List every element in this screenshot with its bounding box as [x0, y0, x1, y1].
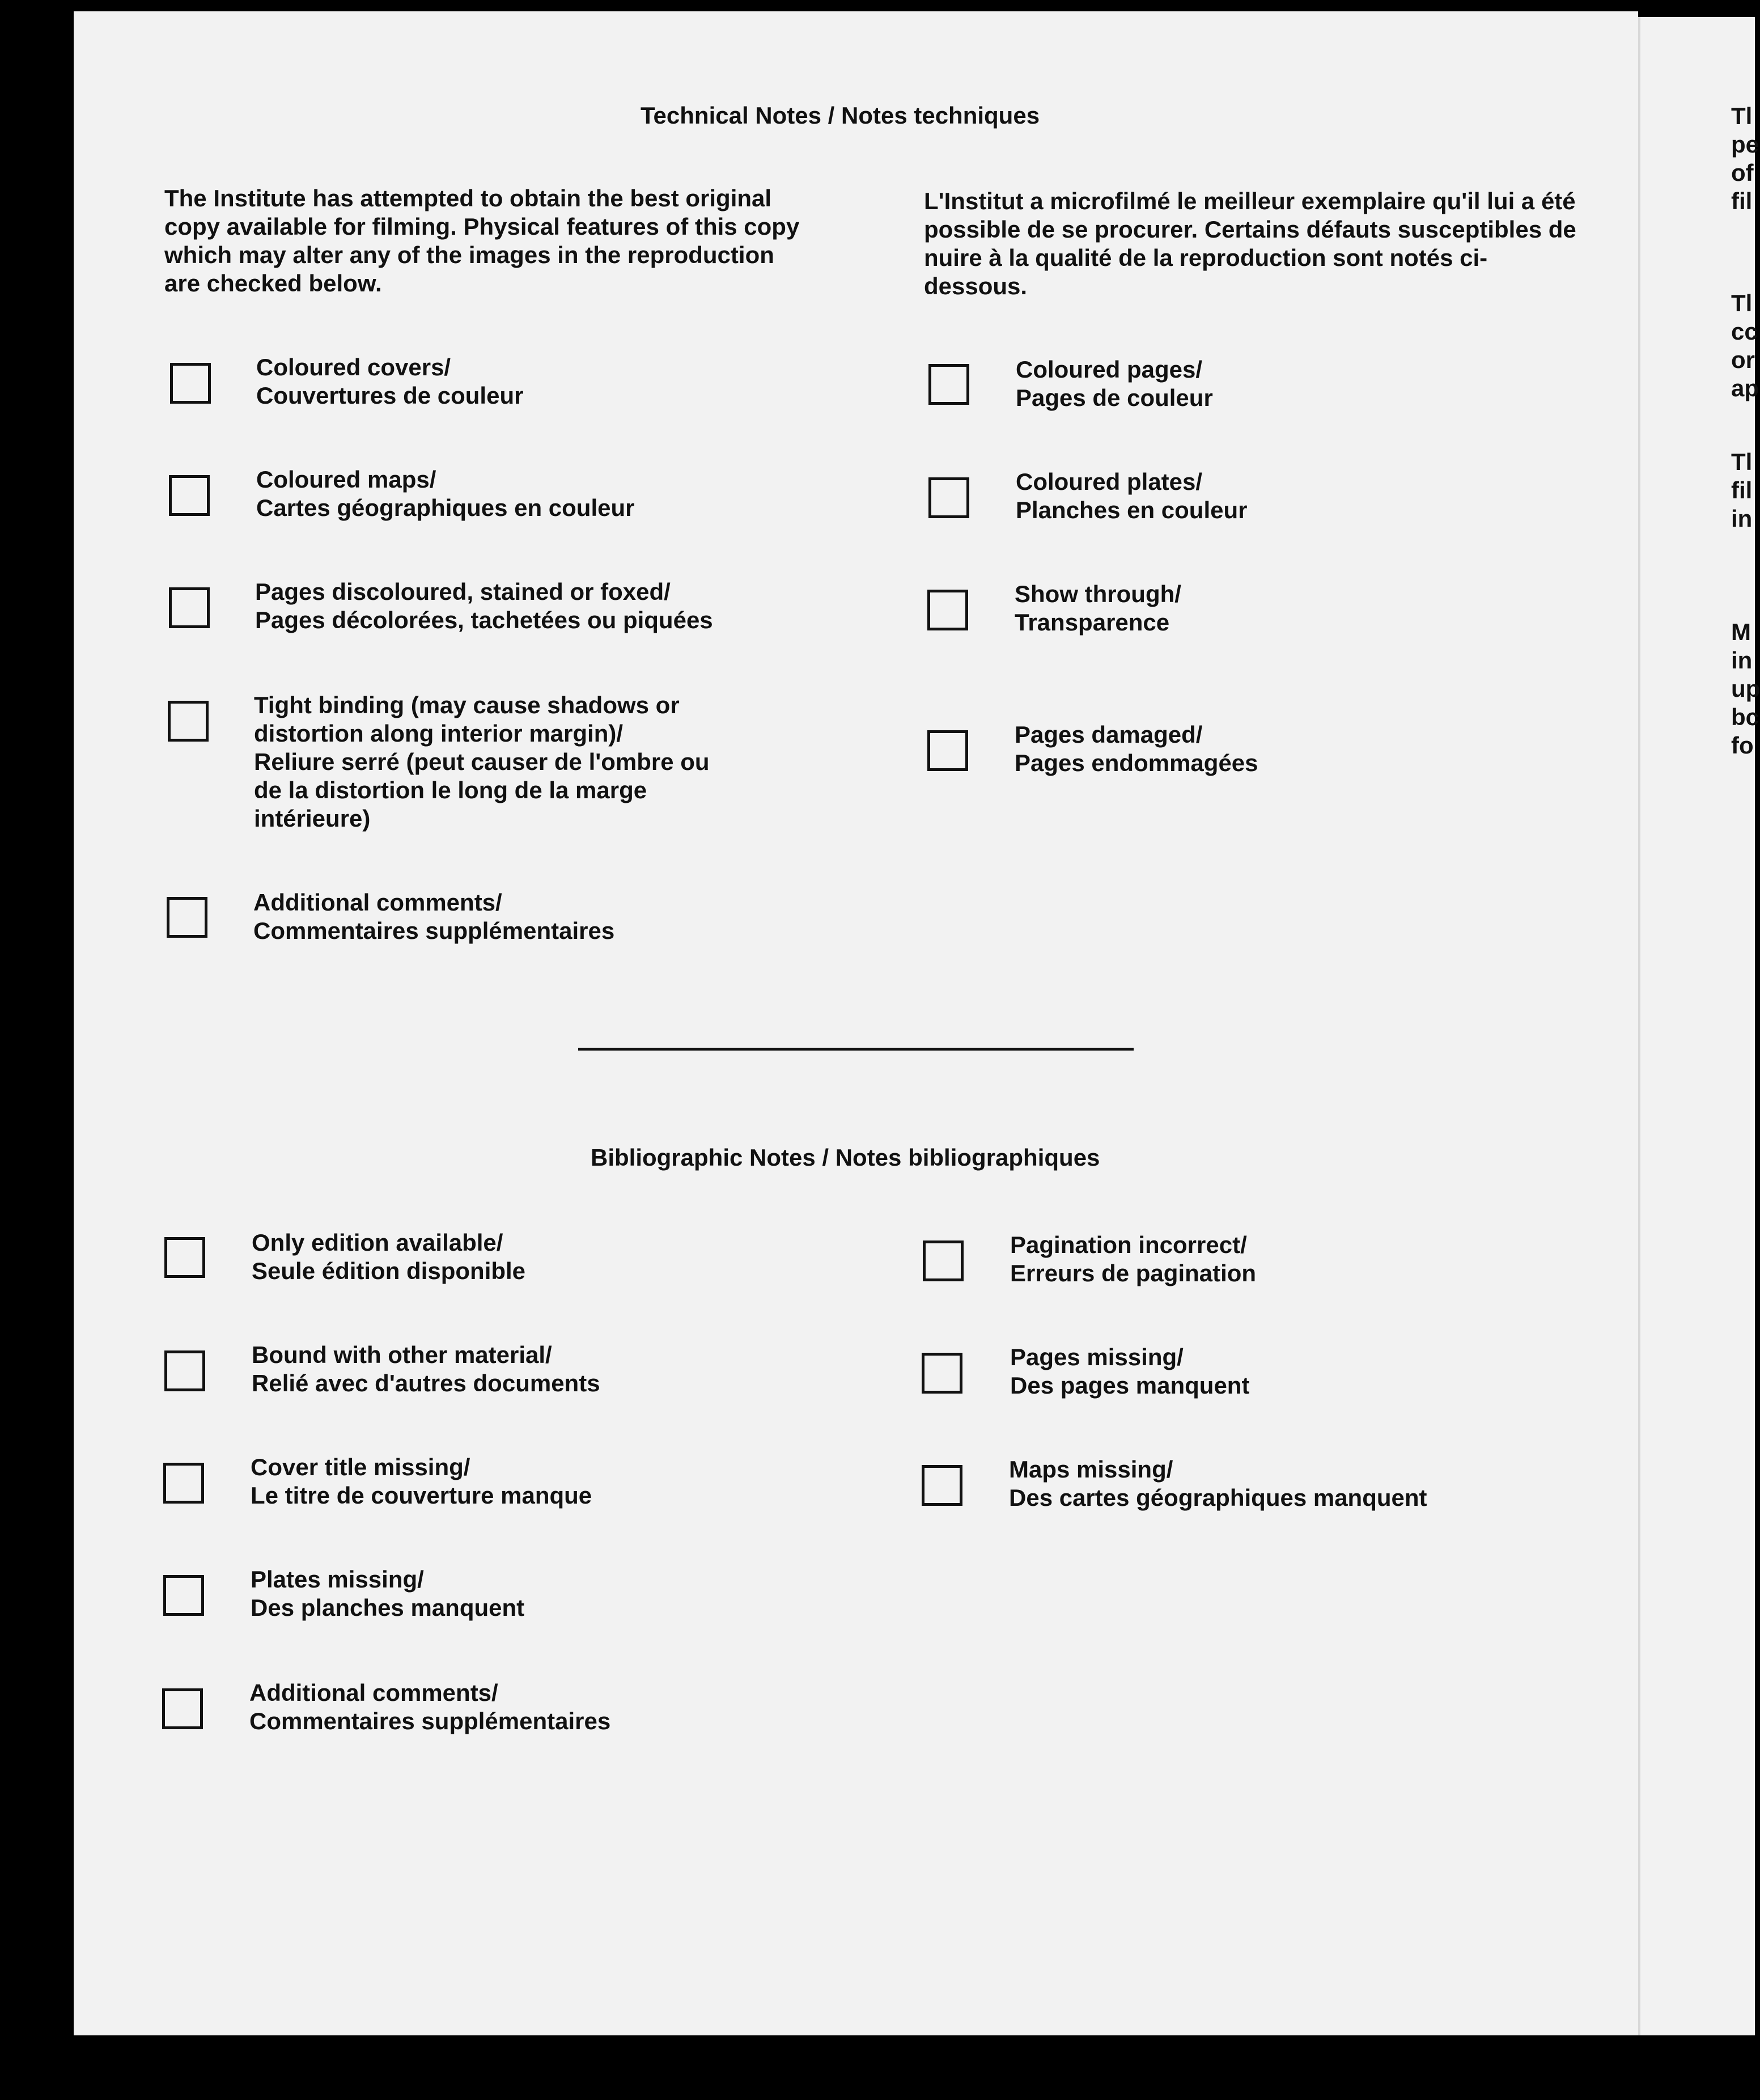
plates-missing-label: Plates missing/ Des planches manquent — [251, 1566, 525, 1621]
tight-binding-checkbox[interactable] — [168, 701, 209, 742]
edge-fragment-1: Tl pe of fil — [1731, 103, 1759, 214]
only-edition-label: Only edition available/ Seule édition disponible — [252, 1229, 526, 1284]
section-divider — [578, 1048, 1134, 1051]
pagination-incorrect-label: Pagination incorrect/ Erreurs de pagination — [1010, 1231, 1257, 1286]
pages-discoloured-checkbox[interactable] — [169, 587, 210, 628]
bibliographic-notes-title: Bibliographic Notes / Notes bibliographiques — [591, 1144, 1100, 1171]
coloured-covers-checkbox[interactable] — [170, 363, 211, 404]
coloured-maps-checkbox[interactable] — [169, 475, 210, 516]
edge-fragment-3: Tl fil in — [1731, 448, 1753, 532]
bound-with-other-checkbox[interactable] — [164, 1350, 205, 1391]
notes-sheet — [74, 11, 1638, 2035]
show-through-label: Show through/ Transparence — [1015, 581, 1181, 636]
cover-title-missing-checkbox[interactable] — [163, 1463, 204, 1504]
technical-additional-comments-checkbox[interactable] — [167, 897, 207, 938]
coloured-pages-label: Coloured pages/ Pages de couleur — [1016, 356, 1213, 411]
only-edition-checkbox[interactable] — [164, 1237, 205, 1278]
coloured-maps-label: Coloured maps/ Cartes géographiques en couleur — [256, 466, 635, 521]
pagination-incorrect-checkbox[interactable] — [923, 1240, 964, 1281]
coloured-plates-checkbox[interactable] — [928, 477, 969, 518]
pages-missing-checkbox[interactable] — [922, 1353, 962, 1394]
pages-damaged-label: Pages damaged/ Pages endommagées — [1015, 721, 1258, 776]
technical-additional-comments-label: Additional comments/ Commentaires supplémentaires — [253, 889, 615, 944]
plates-missing-checkbox[interactable] — [163, 1575, 204, 1616]
technical-notes-title: Technical Notes / Notes techniques — [641, 102, 1040, 129]
pages-damaged-checkbox[interactable] — [927, 730, 968, 771]
intro-french: L'Institut a microfilmé le meilleur exemplaire qu'il lui a été possible de se procurer. Certains défauts susceptibles de nuire à la qualité de la reproduction sont notés ci-dessous. — [924, 188, 1576, 299]
edge-fragment-2: Tl cc or ap — [1731, 290, 1759, 401]
coloured-plates-label: Coloured plates/ Planches en couleur — [1016, 468, 1248, 523]
bound-with-other-label: Bound with other material/ Relié avec d'autres documents — [252, 1341, 600, 1396]
maps-missing-label: Maps missing/ Des cartes géographiques manquent — [1009, 1456, 1427, 1511]
show-through-checkbox[interactable] — [927, 590, 968, 630]
adjacent-page-edge — [1638, 17, 1760, 2035]
edge-fragment-4: M in up bc fo — [1731, 619, 1760, 759]
pages-missing-label: Pages missing/ Des pages manquent — [1010, 1344, 1250, 1399]
bibliographic-additional-comments-checkbox[interactable] — [162, 1688, 203, 1729]
coloured-pages-checkbox[interactable] — [928, 364, 969, 405]
tight-binding-label: Tight binding (may cause shadows or distortion along interior margin)/ Reliure serré (peut causer de l'ombre ou de la distortion le long de la marge intérieure) — [254, 692, 710, 832]
cover-title-missing-label: Cover title missing/ Le titre de couverture manque — [251, 1454, 592, 1509]
bibliographic-additional-comments-label: Additional comments/ Commentaires supplémentaires — [249, 1679, 611, 1734]
maps-missing-checkbox[interactable] — [922, 1465, 962, 1506]
intro-english: The Institute has attempted to obtain the best original copy available for filming. Physical features of this copy which may alter any of the images in the reproduction are checked below. — [164, 185, 800, 297]
coloured-covers-label: Coloured covers/ Couvertures de couleur — [256, 354, 524, 409]
pages-discoloured-label: Pages discoloured, stained or foxed/ Pages décolorées, tachetées ou piquées — [255, 578, 713, 633]
